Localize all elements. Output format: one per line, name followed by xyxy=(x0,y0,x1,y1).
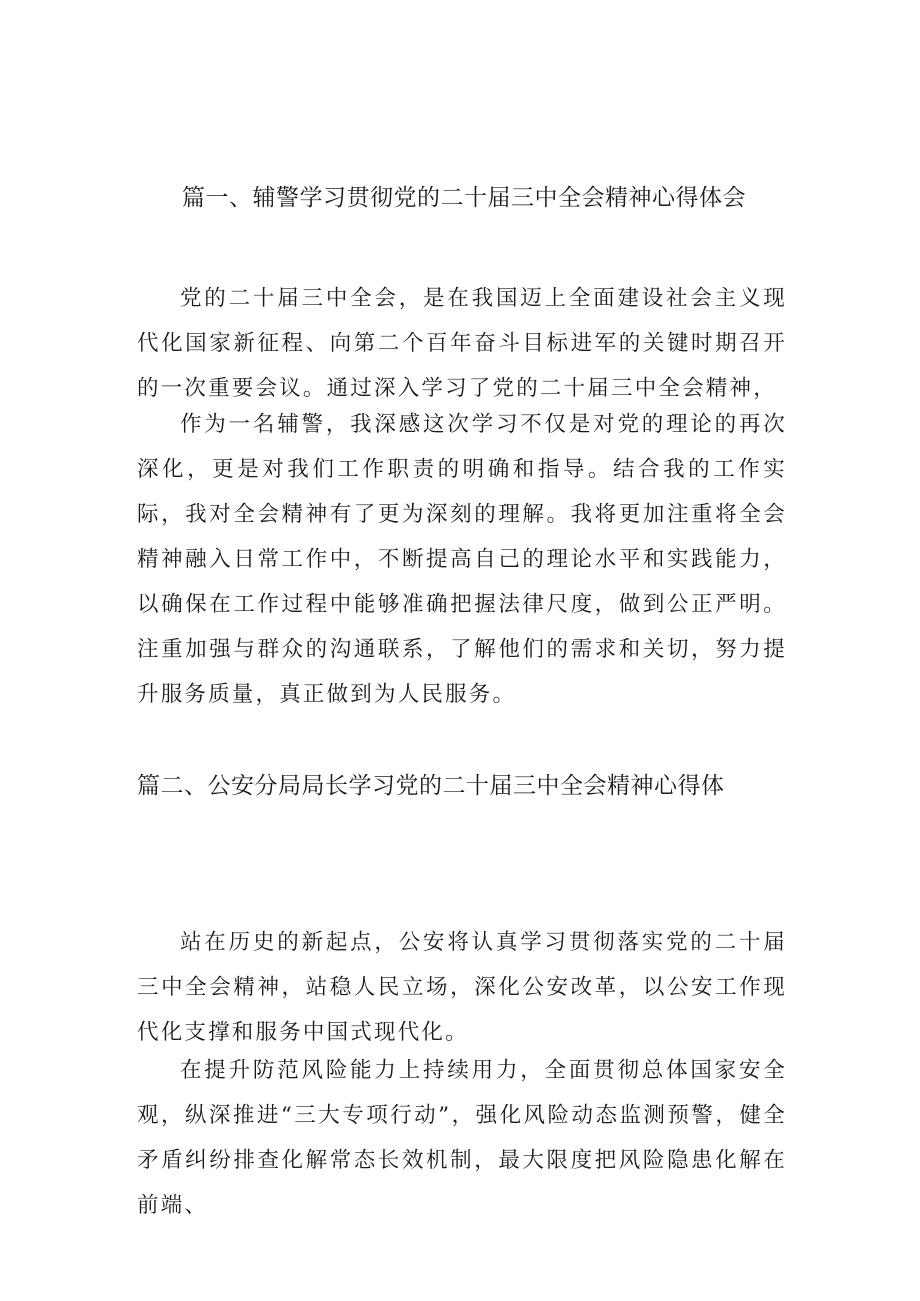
section-2-paragraph-1: 站在历史的新起点，公安将认真学习贯彻落实党的二十届三中全会精神，站稳人民立场，深化公安改革，以公安工作现代化支撑和服务中国式现代化。 xyxy=(137,930,787,1045)
section-2-paragraph-2: 在提升防范风险能力上持续用力，全面贯彻总体国家安全观，纵深推进“三大专项行动”，强化风险动态监测预警，健全矛盾纠纷排查化解常态长效机制，最大限度把风险隐患化解在前端、 xyxy=(137,1058,787,1218)
section-1-paragraph-1: 党的二十届三中全会，是在我国迈上全面建设社会主义现代化国家新征程、向第二个百年奋斗目标进军的关键时期召开的一次重要会议。通过深入学习了党的二十届三中全会精神， xyxy=(137,286,787,401)
section-1-title: 篇一、辅警学习贯彻党的二十届三中全会精神心得体会 xyxy=(182,185,746,211)
section-1-paragraph-2: 作为一名辅警，我深感这次学习不仅是对党的理论的再次深化，更是对我们工作职责的明确和指导。结合我的工作实际，我对全会精神有了更为深刻的理解。我将更加注重将全会精神融入日常工作中，不断提高自己的理论水平和实践能力，以确保在工作过程中能够准确把握法律尺度，做到公正严明。注重加强与群众的沟通联系，了解他们的需求和关切，努力提升服务质量，真正做到为人民服务。 xyxy=(137,412,787,707)
section-2-title: 篇二、公安分局局长学习党的二十届三中全会精神心得体 xyxy=(137,773,725,799)
